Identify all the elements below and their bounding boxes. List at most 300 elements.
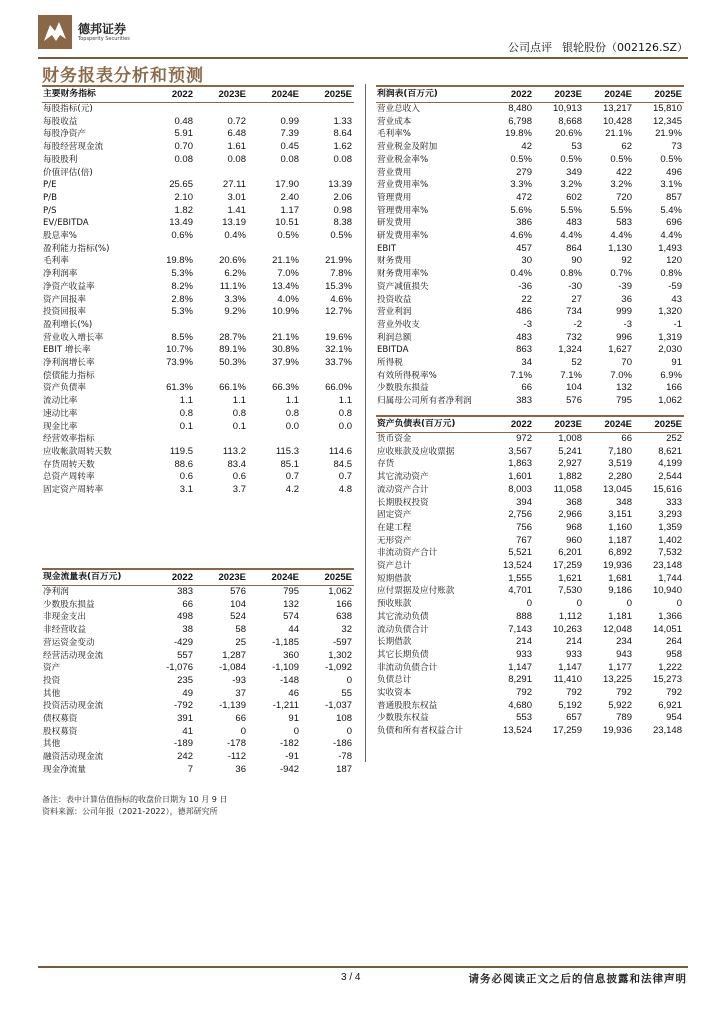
row-label: 投资回报率 [43, 307, 86, 318]
table-cell: 5,922 [608, 699, 632, 711]
page-title: 财务报表分析和预测 [42, 66, 204, 86]
table-row [42, 141, 354, 154]
table-row [376, 395, 684, 408]
table-cell: 13,524 [502, 725, 532, 737]
table-cell: -1,109 [272, 662, 299, 674]
table-cell: 4.4% [660, 230, 682, 242]
table-cell: 0 [240, 725, 246, 737]
table-cell: 1.1 [179, 395, 193, 407]
table-cell: 44 [288, 624, 299, 636]
table-cell: 0 [676, 598, 682, 610]
table-cell: 1,863 [508, 458, 532, 470]
table-cell: 242 [177, 751, 193, 763]
table-cell [301, 319, 354, 332]
row-label: 投资 [43, 675, 61, 686]
table-cell: 1,177 [608, 661, 632, 673]
table-cell: 996 [616, 331, 632, 343]
row-label: 营业利润 [377, 307, 412, 318]
table-cell: 20.6% [219, 255, 246, 267]
table-cell: 19,936 [602, 725, 632, 737]
table-cell [195, 243, 248, 256]
row-label: 其他 [43, 739, 61, 750]
table-cell: 0.4% [224, 230, 246, 242]
table-cell: 0.8% [660, 268, 682, 280]
table-cell [142, 243, 195, 256]
row-label: 财务费用 [377, 256, 412, 267]
row-label: 少数股东损益 [377, 383, 429, 394]
table-cell: 43 [671, 293, 682, 305]
table-cell: 50.3% [219, 357, 246, 369]
table-cell: 394 [516, 496, 532, 508]
table-cell: 0.48 [174, 115, 193, 127]
table-cell: 6.48 [227, 128, 246, 140]
table-cell: 498 [177, 611, 193, 623]
table-cell: 1,147 [558, 661, 582, 673]
table-cell: 21.9% [655, 128, 682, 140]
table-cell [301, 103, 354, 116]
table-cell: 863 [516, 344, 532, 356]
table-cell: 5.3% [171, 268, 193, 280]
table-cell: 34 [521, 357, 532, 369]
table-cell: 187 [336, 763, 352, 775]
row-label: 总资产周转率 [43, 472, 95, 483]
table-row [42, 408, 354, 421]
table-row [42, 484, 354, 497]
row-label: 存货周转天数 [43, 459, 95, 470]
table-cell [301, 243, 354, 256]
table-row [42, 751, 354, 764]
table-cell: 8.5% [171, 331, 193, 343]
row-label: 非经营收益 [43, 625, 86, 636]
table-cell: 0.6% [171, 230, 193, 242]
table-cell: 3.01 [227, 191, 246, 203]
table-cell: 3.3% [510, 179, 532, 191]
table-cell: 3.1% [660, 179, 682, 191]
column-header: 2025E [301, 86, 354, 103]
row-label: P/S [43, 205, 57, 216]
table-cell: 104 [230, 598, 246, 610]
table-cell: 42 [521, 141, 532, 153]
table-cell: 968 [566, 521, 582, 533]
table-cell: 1.41 [227, 204, 246, 216]
table-cell: 943 [616, 648, 632, 660]
row-label: 速动比率 [43, 408, 78, 419]
table-cell: 5.6% [510, 204, 532, 216]
table-cell: 66.3% [272, 382, 299, 394]
company-name: 银轮股份（002126.SZ） [561, 41, 688, 54]
table-cell: 792 [666, 687, 682, 699]
table-row [42, 611, 354, 624]
row-label: 净利润 [43, 587, 69, 597]
table-cell: 8,668 [558, 115, 582, 127]
table-header-row [376, 416, 684, 433]
row-label: 投资收益 [377, 294, 412, 305]
table-row [42, 421, 354, 434]
table-row [376, 484, 684, 497]
table-row [376, 243, 684, 256]
report-type: 公司点评 [507, 41, 552, 54]
row-label: 资产负债率 [43, 383, 86, 394]
table-cell: 1,008 [558, 433, 582, 444]
table-cell: 85.1 [280, 458, 299, 470]
table-row [376, 649, 684, 662]
table-cell: 27 [571, 293, 582, 305]
table-cell: 767 [516, 534, 532, 546]
table-row [42, 700, 354, 713]
column-header: 2024E [584, 86, 634, 103]
row-label: 营业收入增长率 [43, 332, 104, 343]
table-cell [248, 433, 301, 446]
table-cell: 1.62 [333, 141, 352, 153]
table-cell: 166 [666, 382, 682, 394]
table-row [376, 217, 684, 230]
row-label: 负债和所有者权益合计 [377, 726, 463, 737]
row-label: 每股指标(元) [43, 104, 93, 114]
table-cell: 5.3% [171, 306, 193, 318]
column-header: 2024E [248, 569, 301, 586]
table-cell: -1,185 [272, 636, 299, 648]
table-cell: -182 [279, 738, 299, 750]
row-label: 流动资产合计 [377, 484, 429, 495]
column-header: 2024E [584, 416, 634, 433]
table-cell: 602 [566, 191, 582, 203]
table-cell: 0.70 [174, 141, 193, 153]
table-cell: 0.98 [333, 204, 352, 216]
column-header: 2024E [248, 86, 301, 103]
table-cell: 0.08 [227, 153, 246, 165]
table-cell: 21.1% [605, 128, 632, 140]
row-label: 应付票据及应付账款 [377, 586, 455, 597]
table-cell: 8.2% [171, 280, 193, 292]
row-label: 应收账款及应收票据 [377, 446, 455, 457]
table-cell: 1,627 [608, 344, 632, 356]
table-cell: 3.2% [560, 179, 582, 191]
table-cell [142, 167, 195, 180]
table-cell: 1,062 [328, 586, 352, 597]
table-row [42, 599, 354, 612]
table-cell: 0 [626, 598, 632, 610]
row-label: 非流动负债合计 [377, 662, 438, 673]
table-cell: -1,076 [166, 662, 193, 674]
table-cell: 12.7% [325, 306, 352, 318]
row-label: 所得税 [377, 358, 403, 369]
table-row [376, 674, 684, 687]
note-text: 备注：表中计算估值指标的收盘价日期为 10 月 9 日 [42, 795, 228, 804]
table-cell: 4,199 [658, 458, 682, 470]
table-row [376, 281, 684, 294]
table-header-row [376, 86, 684, 103]
table-cell: 37 [235, 687, 246, 699]
table-cell: 88.6 [174, 458, 193, 470]
table-cell: 83.4 [227, 458, 246, 470]
table-cell: 21.1% [272, 255, 299, 267]
table-row [42, 471, 354, 484]
row-label: 其他 [43, 688, 61, 699]
table-cell: 91 [288, 713, 299, 725]
table-row [376, 712, 684, 725]
table-cell: 557 [177, 649, 193, 661]
table-row [376, 154, 684, 167]
table-cell: 795 [616, 395, 632, 407]
disclaimer-text: 请务必阅读正文之后的信息披露和法律声明 [468, 973, 687, 985]
table-cell: 1,402 [658, 534, 682, 546]
table-cell: 383 [177, 586, 193, 597]
table-cell: 235 [177, 674, 193, 686]
row-label: 有效所得税率% [377, 370, 437, 381]
column-header: 2023E [534, 86, 584, 103]
table-cell: 1,493 [658, 242, 682, 254]
table-row [376, 497, 684, 510]
table-cell: 1.1 [285, 395, 299, 407]
table-cell: 1.1 [232, 395, 246, 407]
table-cell: 3.1 [179, 484, 193, 496]
row-label: P/E [43, 180, 57, 191]
row-label: 现金比率 [43, 421, 78, 432]
table-cell: 1,160 [608, 521, 632, 533]
row-label: 其它长期负债 [377, 649, 429, 660]
table-cell: 0.7 [285, 471, 299, 483]
table-cell: -186 [332, 738, 352, 750]
table-row [376, 585, 684, 598]
table-cell: -597 [332, 636, 352, 648]
table-cell: 7,180 [608, 445, 632, 457]
table-cell: -93 [232, 674, 246, 686]
row-label: 管理费用 [377, 192, 412, 203]
table-cell: 89.1% [219, 344, 246, 356]
table-title: 利润表(百万元) [376, 86, 484, 103]
table-cell: 23,148 [652, 725, 682, 737]
table-cell: 8.64 [333, 128, 352, 140]
row-label: 资产回报率 [43, 294, 86, 305]
row-label: 负债总计 [377, 675, 412, 686]
table-cell: 2,927 [558, 458, 582, 470]
table-cell: -112 [227, 751, 246, 763]
column-header: 2025E [634, 416, 684, 433]
row-label: EBITDA [377, 345, 409, 356]
table-cell: 46 [288, 687, 299, 699]
row-label: 净利润增长率 [43, 358, 95, 369]
table-cell: 1,621 [558, 572, 582, 584]
table-cell: 20.6% [555, 128, 582, 140]
table-cell: 17,259 [552, 560, 582, 572]
table-cell: 12,048 [602, 623, 632, 635]
table-cell: 132 [616, 382, 632, 394]
table-cell: 23,148 [652, 560, 682, 572]
table-cell: 84.5 [333, 458, 352, 470]
row-label: 固定资产周转率 [43, 485, 104, 496]
table-cell: 383 [516, 395, 532, 407]
table-cell: 15,616 [652, 483, 682, 495]
table-cell: 524 [230, 611, 246, 623]
table-row [42, 395, 354, 408]
key-indicators-table [42, 85, 354, 497]
table-cell: 1.61 [227, 141, 246, 153]
table-cell: 32 [341, 624, 352, 636]
row-label: 毛利率 [43, 256, 69, 267]
table-cell: -91 [285, 751, 299, 763]
table-cell: 15,273 [652, 674, 682, 686]
table-cell: 9,186 [608, 585, 632, 597]
table-cell: 7.0% [277, 268, 299, 280]
table-cell [142, 433, 195, 446]
table-row [42, 154, 354, 167]
table-cell: 25.65 [169, 179, 193, 191]
table-cell: 0.0 [338, 420, 352, 432]
table-cell: 0.0 [285, 420, 299, 432]
table-cell: 1,287 [222, 649, 246, 661]
table-row [42, 167, 354, 180]
table-row [376, 687, 684, 700]
row-label: 少数股东损益 [43, 599, 95, 610]
table-cell: 0.5% [277, 230, 299, 242]
table-cell: 7,143 [508, 623, 532, 635]
table-row [376, 230, 684, 243]
table-row [42, 243, 354, 256]
table-cell: 457 [516, 242, 532, 254]
table-cell: 2,280 [608, 471, 632, 483]
table-cell: 583 [616, 217, 632, 229]
table-cell: 888 [516, 610, 532, 622]
row-label: 研发费用率% [377, 231, 429, 242]
row-label: 经营活动现金流 [43, 650, 104, 661]
table-cell: 0.1 [232, 420, 246, 432]
table-cell: 21.1% [272, 331, 299, 343]
table-cell: 252 [666, 433, 682, 444]
table-row [42, 319, 354, 332]
table-row [42, 433, 354, 446]
table-cell: 114.6 [328, 445, 352, 457]
table-cell [142, 370, 195, 383]
table-row [376, 103, 684, 116]
row-label: 股息率% [43, 231, 77, 242]
table-row [42, 446, 354, 459]
table-row [42, 726, 354, 739]
table-cell: 8,291 [508, 674, 532, 686]
row-label: 流动负债合计 [377, 624, 429, 635]
footer-divider [38, 966, 688, 968]
table-row [376, 535, 684, 548]
table-cell: 13.49 [169, 217, 193, 229]
table-cell: 70 [621, 357, 632, 369]
table-row [376, 446, 684, 459]
table-row [376, 624, 684, 637]
table-title: 主要财务指标 [42, 86, 142, 103]
table-cell: 657 [566, 712, 582, 724]
table-row [42, 357, 354, 370]
table-cell: 2.06 [333, 191, 352, 203]
row-label: 利润总额 [377, 332, 412, 343]
table-cell: 7.39 [280, 128, 299, 140]
table-cell: 4.6% [510, 230, 532, 242]
table-cell: 1.17 [280, 204, 299, 216]
table-cell: 13,225 [602, 674, 632, 686]
row-label: 研发费用 [377, 218, 412, 229]
table-cell: 0.5% [660, 153, 682, 165]
row-label: 资产总计 [377, 561, 412, 572]
balance-sheet-table [376, 415, 684, 738]
row-label: 短期借款 [377, 573, 412, 584]
row-label: 归属母公司所有者净利润 [377, 396, 472, 407]
row-label: 实收资本 [377, 688, 412, 699]
table-cell: 12,345 [652, 115, 682, 127]
column-header: 2022 [484, 86, 534, 103]
table-cell: 933 [566, 648, 582, 660]
table-row [42, 586, 354, 599]
table-cell: 0.08 [333, 153, 352, 165]
table-cell: 11,410 [553, 674, 582, 686]
table-cell: 1,359 [658, 521, 682, 533]
table-cell: 15.3% [325, 280, 352, 292]
table-cell: 483 [566, 217, 582, 229]
table-cell: 104 [566, 382, 582, 394]
table-cell: 1,222 [658, 661, 682, 673]
table-cell: 5.5% [610, 204, 632, 216]
table-cell: 279 [516, 166, 532, 178]
table-cell: 1,302 [328, 649, 352, 661]
table-cell: 66.0% [325, 382, 352, 394]
table-cell: 0.08 [174, 153, 193, 165]
table-row [376, 433, 684, 446]
table-cell: 1,601 [508, 471, 532, 483]
table-cell: 933 [516, 648, 532, 660]
table-cell: 119.5 [169, 445, 193, 457]
table-row [42, 344, 354, 357]
table-row [376, 471, 684, 484]
table-cell: 25 [235, 636, 246, 648]
table-cell: 4.0% [277, 293, 299, 305]
table-cell: 7,532 [658, 547, 682, 559]
table-cell: 92 [621, 255, 632, 267]
table-cell: 0.4% [510, 268, 532, 280]
table-row [42, 764, 354, 777]
table-cell: 422 [616, 166, 632, 178]
table-cell: 53 [571, 141, 582, 153]
table-cell: 696 [666, 217, 682, 229]
logo-text: 德邦证券 [78, 22, 127, 36]
column-header: 2022 [142, 86, 195, 103]
table-cell: 2,544 [658, 471, 682, 483]
table-cell: 3,519 [608, 458, 632, 470]
table-cell: 1,130 [608, 242, 632, 254]
table-row [42, 268, 354, 281]
row-label: 净利润率 [43, 269, 78, 280]
row-label: EV/EBITDA [43, 218, 89, 229]
table-row [42, 713, 354, 726]
table-row [42, 192, 354, 205]
table-cell: 120 [666, 255, 682, 267]
row-label: 长期股权投资 [377, 497, 429, 508]
row-label: 每股经营现金流 [43, 142, 104, 153]
table-cell: 2.40 [280, 191, 299, 203]
table-cell: 30 [521, 255, 532, 267]
table-cell: 8.38 [333, 217, 352, 229]
table-cell: 0 [346, 674, 352, 686]
table-cell: 27.11 [222, 179, 246, 191]
table-cell: 13,217 [602, 103, 632, 114]
table-cell: 10.7% [166, 344, 193, 356]
table-cell [142, 319, 195, 332]
table-cell [195, 103, 248, 116]
table-cell: 576 [566, 395, 582, 407]
table-row [42, 662, 354, 675]
table-row [376, 141, 684, 154]
table-cell: 0.6 [232, 471, 246, 483]
table-cell: -3 [623, 318, 632, 330]
table-cell: 3.2% [610, 179, 632, 191]
table-cell: -1 [673, 318, 682, 330]
row-label: 营业总收入 [377, 104, 420, 114]
row-label: 营运资金变动 [43, 637, 95, 648]
